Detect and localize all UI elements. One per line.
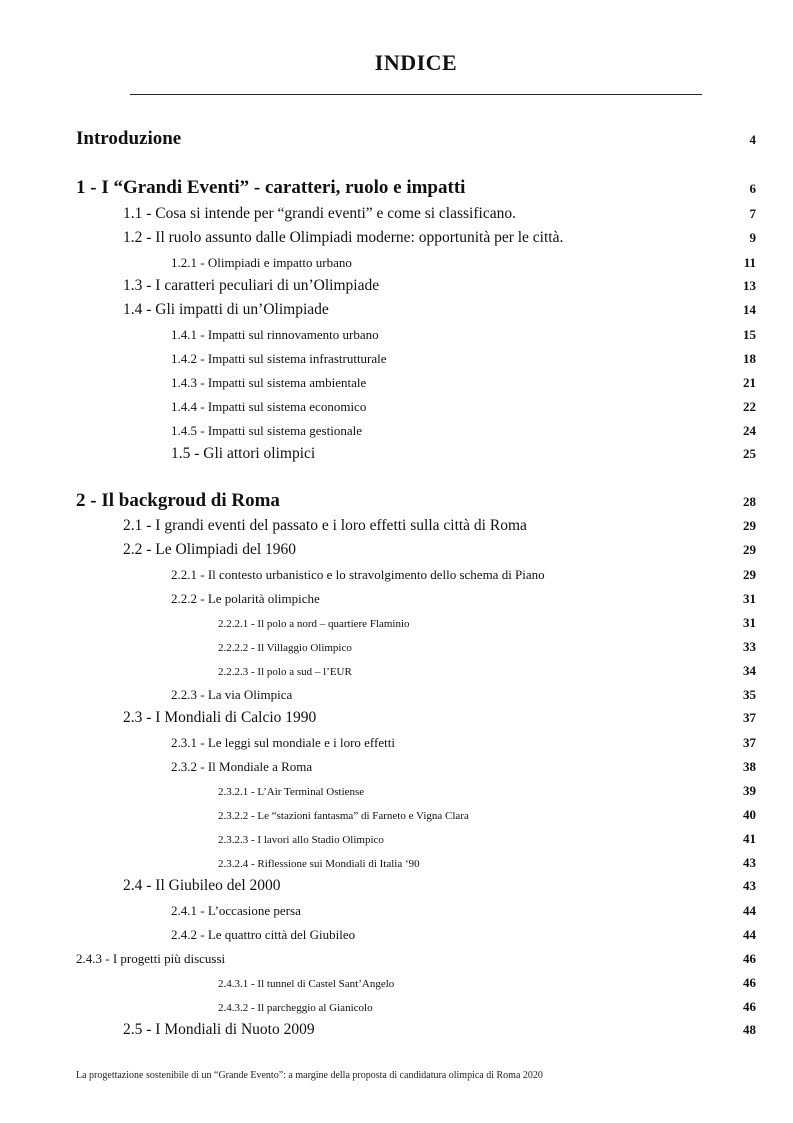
toc-entry-section[interactable]	[123, 1021, 756, 1039]
toc-entry-title: 1.2 - Il ruolo assunto dalle Olimpiadi moderne: opportunità per le città.	[123, 229, 564, 246]
toc-entry-page: 46	[743, 951, 756, 966]
toc-entry-page: 31	[743, 591, 756, 606]
toc-entry-section[interactable]	[123, 277, 756, 295]
toc-entry-page: 46	[743, 975, 756, 990]
toc-entry-section[interactable]	[123, 709, 756, 727]
toc-entry-section[interactable]	[123, 301, 756, 319]
toc-entry-title: 1.2.1 - Olimpiadi e impatto urbano	[171, 255, 352, 270]
toc-entry-title: 2.2.2 - Le polarità olimpiche	[171, 591, 320, 606]
toc-entry-title: 2.2 - Le Olimpiadi del 1960	[123, 541, 297, 558]
toc-entry-subsubsection[interactable]	[218, 663, 756, 679]
toc-entry-title: 2.2.3 - La via Olimpica	[171, 687, 293, 702]
title-divider	[130, 94, 702, 95]
toc-entry-subsubsection[interactable]	[218, 831, 756, 847]
toc-entry-title: 1.4.1 - Impatti sul rinnovamento urbano	[171, 327, 379, 342]
toc-entry-title: 2.3.2.1 - L’Air Terminal Ostiense	[218, 786, 365, 798]
toc-entry-title: 1.1 - Cosa si intende per “grandi eventi” e come si classificano.	[123, 205, 516, 222]
toc-entry-subsection[interactable]	[76, 951, 756, 967]
toc-entry-subsubsection[interactable]	[218, 807, 756, 823]
toc-entry-title: 1 - I “Grandi Eventi” - caratteri, ruolo e impatti	[76, 177, 466, 198]
toc-entry-subsubsection[interactable]	[218, 615, 756, 631]
toc-entry-subsubsection[interactable]	[218, 783, 756, 799]
toc-entry-page: 31	[743, 615, 756, 630]
toc-entry-title: 2.2.2.3 - Il polo a sud – l’EUR	[218, 666, 352, 678]
toc-entry-page: 28	[743, 494, 756, 509]
toc-entry-page: 48	[743, 1022, 756, 1037]
toc-entry-section[interactable]	[123, 517, 756, 535]
toc-entry-subsection[interactable]	[171, 759, 756, 775]
toc-entry-title: 1.5 - Gli attori olimpici	[171, 445, 316, 462]
toc-entry-page: 22	[743, 399, 756, 414]
toc-entry-subsection[interactable]	[171, 375, 756, 391]
toc-entry-page: 29	[743, 542, 756, 557]
toc-entry-page: 39	[743, 783, 756, 798]
toc-entry-page: 24	[743, 423, 756, 438]
toc-entry-title: 2.2.2.2 - Il Villaggio Olimpico	[218, 642, 352, 654]
toc-entry-title: 2.3.1 - Le leggi sul mondiale e i loro effetti	[171, 735, 395, 750]
toc-entry-title: 2 - Il backgroud di Roma	[76, 490, 280, 511]
toc-entry-title: 2.3.2.2 - Le “stazioni fantasma” di Farneto e Vigna Clara	[218, 810, 469, 822]
toc-entry-title: 2.1 - I grandi eventi del passato e i loro effetti sulla città di Roma	[123, 517, 527, 534]
toc-entry-title: 2.4.3 - I progetti più discussi	[76, 951, 226, 966]
toc-entry-subsection[interactable]	[171, 591, 756, 607]
toc-entry-page: 34	[743, 663, 756, 678]
toc-entry-title: Introduzione	[76, 128, 182, 149]
toc-entry-title: 2.2.2.1 - Il polo a nord – quartiere Flaminio	[218, 618, 410, 630]
toc-entry-page: 44	[743, 903, 756, 918]
toc-entry-page: 11	[743, 255, 756, 270]
toc-entry-section[interactable]	[123, 205, 756, 223]
page-title: INDICE	[374, 50, 458, 75]
toc-entry-subsection[interactable]	[171, 567, 756, 583]
toc-entry-page: 44	[743, 927, 756, 942]
toc-entry-subsection[interactable]	[171, 399, 756, 415]
toc-entry-title: 2.3 - I Mondiali di Calcio 1990	[123, 709, 317, 726]
toc-entry-title: 2.5 - I Mondiali di Nuoto 2009	[123, 1021, 315, 1038]
toc-entry-title: 2.3.2.3 - I lavori allo Stadio Olimpico	[218, 834, 384, 846]
toc-entry-title: 1.4.5 - Impatti sul sistema gestionale	[171, 423, 362, 438]
toc-entry-page: 4	[749, 132, 756, 147]
toc-entry-title: 2.3.2.4 - Riflessione sui Mondiali di Italia ‘90	[218, 858, 420, 870]
toc-entry-page: 46	[743, 999, 756, 1014]
toc-entry-page: 25	[743, 446, 756, 461]
toc-entry-section[interactable]	[123, 541, 756, 559]
toc-entry-page: 9	[749, 230, 756, 245]
toc-entry-section[interactable]	[123, 877, 756, 895]
toc-entry-page: 43	[743, 878, 756, 893]
toc-entry-subsection[interactable]	[171, 927, 756, 943]
toc-entry-chapter[interactable]	[76, 490, 756, 512]
toc-entry-page: 33	[743, 639, 756, 654]
toc-entry-subsection[interactable]	[171, 351, 756, 367]
toc-entry-subsection[interactable]	[171, 327, 756, 343]
toc-entry-page: 14	[743, 302, 756, 317]
toc-entry-page: 37	[743, 710, 756, 725]
toc-entry-chapter[interactable]	[76, 177, 756, 199]
toc-entry-page: 43	[743, 855, 756, 870]
toc-entry-title: 2.3.2 - Il Mondiale a Roma	[171, 759, 313, 774]
toc-entry-title: 2.2.1 - Il contesto urbanistico e lo stravolgimento dello schema di Piano	[171, 567, 545, 582]
toc-entry-page: 6	[749, 181, 756, 196]
toc-entry-page: 35	[743, 687, 756, 702]
toc-entry-title: 2.4.3.1 - Il tunnel di Castel Sant’Angelo	[218, 978, 395, 990]
page-footer: La progettazione sostenibile di un “Grande Evento”: a margine della proposta di candidatura olimpica di Roma 2020	[76, 1070, 543, 1081]
toc-entry-page: 15	[743, 327, 756, 342]
toc-entry-subsection[interactable]	[171, 687, 756, 703]
toc-entry-subsection[interactable]	[171, 735, 756, 751]
toc-entry-title: 2.4.3.2 - Il parcheggio al Gianicolo	[218, 1002, 373, 1014]
toc-entry-title: 1.4 - Gli impatti di un’Olimpiade	[123, 301, 329, 318]
toc-entry-page: 40	[743, 807, 756, 822]
toc-entry-subsection[interactable]	[171, 423, 756, 439]
toc-entry-title: 1.4.2 - Impatti sul sistema infrastrutturale	[171, 351, 387, 366]
toc-entry-subsubsection[interactable]	[218, 975, 756, 991]
toc-entry-title: 2.4 - Il Giubileo del 2000	[123, 877, 281, 894]
toc-entry-page: 21	[743, 375, 756, 390]
toc-entry-title: 2.4.2 - Le quattro città del Giubileo	[171, 927, 356, 942]
toc-entry-page: 13	[743, 278, 756, 293]
toc-entry-page: 7	[749, 206, 756, 221]
toc-entry-subsection[interactable]	[171, 255, 756, 271]
toc-entry-subsubsection[interactable]	[218, 999, 756, 1015]
toc-entry-page: 37	[743, 735, 756, 750]
toc-entry-title: 1.4.3 - Impatti sul sistema ambientale	[171, 375, 367, 390]
toc-entry-section[interactable]	[123, 229, 756, 247]
toc-entry-page: 41	[743, 831, 756, 846]
toc-entry-title: 1.3 - I caratteri peculiari di un’Olimpiade	[123, 277, 380, 294]
toc-entry-subsection[interactable]	[171, 445, 756, 463]
toc-entry-page: 38	[743, 759, 756, 774]
toc-entry-page: 29	[743, 518, 756, 533]
toc-entry-page: 18	[743, 351, 756, 366]
toc-entry-title: 2.4.1 - L’occasione persa	[171, 903, 301, 918]
toc-entry-chapter[interactable]	[76, 128, 756, 150]
toc-entry-subsection[interactable]	[171, 903, 756, 919]
toc-entry-title: 1.4.4 - Impatti sul sistema economico	[171, 399, 367, 414]
toc-entry-page: 29	[743, 567, 756, 582]
toc-entry-subsubsection[interactable]	[218, 639, 756, 655]
toc-entry-subsubsection[interactable]	[218, 855, 756, 871]
